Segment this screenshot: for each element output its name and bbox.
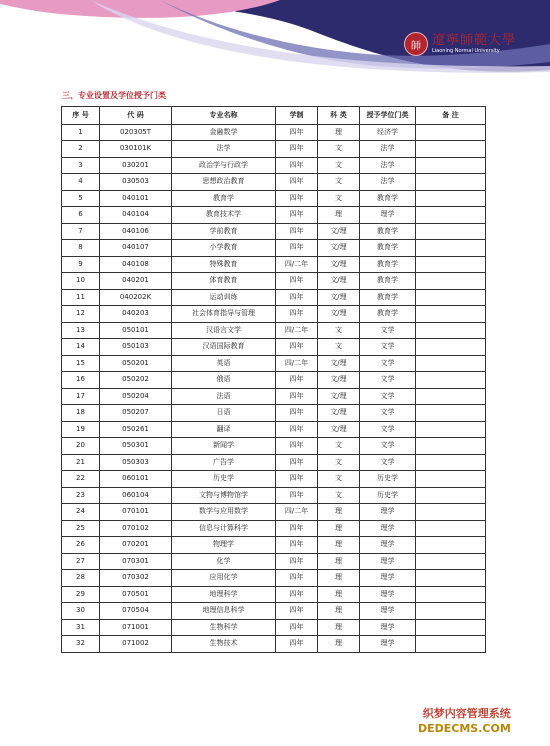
cell-remarks [416, 190, 486, 207]
cell-remarks [416, 570, 486, 587]
cell-category: 理 [318, 124, 360, 141]
table-row [62, 223, 486, 240]
table-row [62, 619, 486, 636]
cell-degree: 文学 [360, 405, 416, 422]
cell-degree: 理学 [360, 570, 416, 587]
cell-code: 030503 [100, 174, 172, 191]
cell-index: 28 [62, 570, 100, 587]
cell-duration: 四年 [276, 438, 318, 455]
cell-remarks [416, 603, 486, 620]
table-row [62, 421, 486, 438]
cell-code: 050101 [100, 322, 172, 339]
cell-category: 文/理 [318, 240, 360, 257]
table-row [62, 174, 486, 191]
cell-index: 12 [62, 306, 100, 323]
cell-code: 050202 [100, 372, 172, 389]
cell-category: 文/理 [318, 388, 360, 405]
cell-category: 文 [318, 141, 360, 158]
cell-degree: 理学 [360, 586, 416, 603]
cell-degree: 理学 [360, 553, 416, 570]
cell-degree: 文学 [360, 438, 416, 455]
cell-degree: 理学 [360, 537, 416, 554]
cell-degree: 理学 [360, 207, 416, 224]
cell-index: 6 [62, 207, 100, 224]
table-row [62, 355, 486, 372]
table-row [62, 471, 486, 488]
cell-duration: 四年 [276, 174, 318, 191]
university-logo [404, 32, 516, 56]
cell-category: 文/理 [318, 405, 360, 422]
cell-remarks [416, 487, 486, 504]
cell-remarks [416, 289, 486, 306]
cell-remarks [416, 207, 486, 224]
table-row [62, 141, 486, 158]
header-degree: 授予学位门类 [360, 107, 416, 125]
cell-category: 文 [318, 438, 360, 455]
cell-duration: 四年 [276, 586, 318, 603]
cell-remarks [416, 174, 486, 191]
cell-index: 20 [62, 438, 100, 455]
cell-degree: 教育学 [360, 223, 416, 240]
cell-code: 060104 [100, 487, 172, 504]
cell-code: 050207 [100, 405, 172, 422]
cell-code: 050301 [100, 438, 172, 455]
cell-major-name: 汉语国际教育 [172, 339, 276, 356]
cell-code: 050204 [100, 388, 172, 405]
table-header-row [62, 107, 486, 125]
watermark-line1: 织梦内容管理系统 [422, 707, 511, 720]
cell-major-name: 学前教育 [172, 223, 276, 240]
cell-duration: 四年 [276, 141, 318, 158]
cell-code: 040203 [100, 306, 172, 323]
cell-remarks [416, 240, 486, 257]
table-row [62, 553, 486, 570]
table-row [62, 256, 486, 273]
cell-remarks [416, 273, 486, 290]
cell-duration: 四年 [276, 223, 318, 240]
cell-major-name: 新闻学 [172, 438, 276, 455]
table-row [62, 636, 486, 653]
cell-duration: 四/二年 [276, 256, 318, 273]
cell-remarks [416, 256, 486, 273]
cell-category: 文 [318, 174, 360, 191]
cell-remarks [416, 619, 486, 636]
cell-index: 8 [62, 240, 100, 257]
cell-code: 070201 [100, 537, 172, 554]
cell-duration: 四年 [276, 124, 318, 141]
cell-major-name: 法语 [172, 388, 276, 405]
cell-code: 070101 [100, 504, 172, 521]
cell-degree: 文学 [360, 339, 416, 356]
cell-duration: 四年 [276, 537, 318, 554]
cell-duration: 四年 [276, 636, 318, 653]
cell-duration: 四年 [276, 339, 318, 356]
cell-degree: 教育学 [360, 306, 416, 323]
watermark-line2: DEDECMS.COM [418, 722, 511, 735]
cell-remarks [416, 553, 486, 570]
cell-major-name: 金融数学 [172, 124, 276, 141]
cell-index: 3 [62, 157, 100, 174]
logo-english-name: Liaoning Normal University [432, 47, 500, 54]
cell-category: 理 [318, 619, 360, 636]
cell-index: 16 [62, 372, 100, 389]
cell-remarks [416, 504, 486, 521]
cell-duration: 四年 [276, 619, 318, 636]
table-row [62, 273, 486, 290]
cell-major-name: 教育技术学 [172, 207, 276, 224]
cell-index: 4 [62, 174, 100, 191]
cell-category: 文/理 [318, 421, 360, 438]
cell-remarks [416, 388, 486, 405]
cell-index: 27 [62, 553, 100, 570]
cell-duration: 四/二年 [276, 504, 318, 521]
cell-code: 071002 [100, 636, 172, 653]
cell-degree: 历史学 [360, 487, 416, 504]
cell-degree: 教育学 [360, 273, 416, 290]
table-row [62, 322, 486, 339]
cell-duration: 四年 [276, 454, 318, 471]
cell-degree: 文学 [360, 388, 416, 405]
cell-code: 050201 [100, 355, 172, 372]
cell-remarks [416, 405, 486, 422]
header-major-name: 专业名称 [172, 107, 276, 125]
cell-major-name: 英语 [172, 355, 276, 372]
table-row [62, 570, 486, 587]
cell-major-name: 物理学 [172, 537, 276, 554]
cell-code: 040106 [100, 223, 172, 240]
header-duration: 学制 [276, 107, 318, 125]
cell-major-name: 体育教育 [172, 273, 276, 290]
cell-code: 050261 [100, 421, 172, 438]
cell-category: 文 [318, 322, 360, 339]
cell-major-name: 广告学 [172, 454, 276, 471]
cell-duration: 四/二年 [276, 322, 318, 339]
cell-index: 32 [62, 636, 100, 653]
cell-index: 11 [62, 289, 100, 306]
university-seal-icon: 師 [404, 32, 428, 56]
cell-major-name: 地理科学 [172, 586, 276, 603]
table-row [62, 207, 486, 224]
table-row [62, 586, 486, 603]
cell-major-name: 教育学 [172, 190, 276, 207]
cell-index: 1 [62, 124, 100, 141]
table-row [62, 157, 486, 174]
cell-major-name: 地理信息科学 [172, 603, 276, 620]
cell-category: 文 [318, 339, 360, 356]
cell-index: 14 [62, 339, 100, 356]
cell-code: 070301 [100, 553, 172, 570]
table-row [62, 190, 486, 207]
cell-remarks [416, 520, 486, 537]
table-row [62, 454, 486, 471]
cell-major-name: 信息与计算科学 [172, 520, 276, 537]
cell-degree: 教育学 [360, 190, 416, 207]
cell-code: 040107 [100, 240, 172, 257]
cell-category: 文/理 [318, 306, 360, 323]
header-index: 序 号 [62, 107, 100, 125]
cell-code: 040202K [100, 289, 172, 306]
table-row [62, 240, 486, 257]
cell-degree: 文学 [360, 454, 416, 471]
cell-remarks [416, 306, 486, 323]
cell-duration: 四年 [276, 553, 318, 570]
watermark [418, 707, 511, 737]
cell-remarks [416, 339, 486, 356]
cell-category: 文/理 [318, 372, 360, 389]
cell-remarks [416, 223, 486, 240]
table-row [62, 405, 486, 422]
table-row [62, 504, 486, 521]
cell-code: 050103 [100, 339, 172, 356]
cell-code: 060101 [100, 471, 172, 488]
cell-category: 理 [318, 520, 360, 537]
cell-degree: 教育学 [360, 289, 416, 306]
cell-major-name: 翻译 [172, 421, 276, 438]
table-row [62, 289, 486, 306]
cell-duration: 四年 [276, 570, 318, 587]
cell-code: 071001 [100, 619, 172, 636]
cell-category: 文/理 [318, 355, 360, 372]
cell-remarks [416, 421, 486, 438]
cell-degree: 历史学 [360, 471, 416, 488]
cell-duration: 四年 [276, 471, 318, 488]
cell-degree: 理学 [360, 619, 416, 636]
cell-degree: 理学 [360, 520, 416, 537]
cell-category: 文 [318, 190, 360, 207]
table-row [62, 537, 486, 554]
cell-duration: 四年 [276, 603, 318, 620]
cell-major-name: 社会体育指导与管理 [172, 306, 276, 323]
cell-major-name: 应用化学 [172, 570, 276, 587]
cell-index: 29 [62, 586, 100, 603]
cell-category: 文 [318, 487, 360, 504]
cell-degree: 法学 [360, 141, 416, 158]
cell-degree: 文学 [360, 421, 416, 438]
cell-major-name: 俄语 [172, 372, 276, 389]
section-title: 三、专业设置及学位授予门类 [62, 91, 166, 100]
cell-index: 25 [62, 520, 100, 537]
table-row [62, 520, 486, 537]
header-category: 科 类 [318, 107, 360, 125]
cell-category: 理 [318, 636, 360, 653]
cell-degree: 理学 [360, 636, 416, 653]
cell-index: 2 [62, 141, 100, 158]
cell-duration: 四年 [276, 289, 318, 306]
cell-remarks [416, 454, 486, 471]
cell-degree: 文学 [360, 355, 416, 372]
cell-degree: 法学 [360, 157, 416, 174]
cell-index: 22 [62, 471, 100, 488]
cell-major-name: 日语 [172, 405, 276, 422]
cell-remarks [416, 124, 486, 141]
cell-duration: 四年 [276, 372, 318, 389]
cell-major-name: 法学 [172, 141, 276, 158]
cell-code: 030101K [100, 141, 172, 158]
cell-code: 040108 [100, 256, 172, 273]
logo-text [432, 34, 516, 55]
cell-duration: 四年 [276, 487, 318, 504]
cell-major-name: 特殊教育 [172, 256, 276, 273]
table-row [62, 339, 486, 356]
cell-major-name: 思想政治教育 [172, 174, 276, 191]
cell-major-name: 生物科学 [172, 619, 276, 636]
cell-duration: 四年 [276, 157, 318, 174]
table-row [62, 487, 486, 504]
cell-major-name: 数学与应用数学 [172, 504, 276, 521]
header-code: 代 码 [100, 107, 172, 125]
cell-category: 文 [318, 157, 360, 174]
cell-major-name: 化学 [172, 553, 276, 570]
cell-duration: 四年 [276, 306, 318, 323]
cell-code: 070504 [100, 603, 172, 620]
cell-category: 理 [318, 553, 360, 570]
cell-duration: 四年 [276, 240, 318, 257]
cell-duration: 四年 [276, 388, 318, 405]
cell-remarks [416, 157, 486, 174]
cell-degree: 法学 [360, 174, 416, 191]
cell-duration: 四年 [276, 421, 318, 438]
cell-major-name: 运动训练 [172, 289, 276, 306]
table-row [62, 438, 486, 455]
cell-code: 030201 [100, 157, 172, 174]
cell-category: 文/理 [318, 256, 360, 273]
cell-duration: 四年 [276, 273, 318, 290]
cell-degree: 理学 [360, 504, 416, 521]
cell-index: 9 [62, 256, 100, 273]
table-row [62, 372, 486, 389]
table-row [62, 603, 486, 620]
cell-remarks [416, 355, 486, 372]
cell-category: 理 [318, 586, 360, 603]
cell-category: 理 [318, 603, 360, 620]
cell-major-name: 文物与博物馆学 [172, 487, 276, 504]
cell-duration: 四年 [276, 520, 318, 537]
cell-index: 23 [62, 487, 100, 504]
cell-major-name: 历史学 [172, 471, 276, 488]
cell-category: 文/理 [318, 273, 360, 290]
cell-degree: 教育学 [360, 240, 416, 257]
cell-index: 31 [62, 619, 100, 636]
cell-major-name: 生物技术 [172, 636, 276, 653]
cell-major-name: 政治学与行政学 [172, 157, 276, 174]
cell-duration: 四年 [276, 207, 318, 224]
cell-index: 26 [62, 537, 100, 554]
cell-index: 30 [62, 603, 100, 620]
cell-category: 文/理 [318, 223, 360, 240]
cell-index: 21 [62, 454, 100, 471]
cell-remarks [416, 322, 486, 339]
cell-index: 15 [62, 355, 100, 372]
cell-remarks [416, 586, 486, 603]
logo-chinese-name: 遼寧師範大學 [432, 32, 517, 48]
cell-degree: 文学 [360, 372, 416, 389]
cell-remarks [416, 141, 486, 158]
table-row [62, 388, 486, 405]
cell-index: 5 [62, 190, 100, 207]
cell-category: 理 [318, 570, 360, 587]
cell-code: 040201 [100, 273, 172, 290]
cell-degree: 经济学 [360, 124, 416, 141]
cell-duration: 四年 [276, 190, 318, 207]
cell-index: 19 [62, 421, 100, 438]
header-remarks: 备 注 [416, 107, 486, 125]
cell-category: 理 [318, 537, 360, 554]
cell-index: 7 [62, 223, 100, 240]
cell-category: 理 [318, 504, 360, 521]
cell-remarks [416, 438, 486, 455]
cell-remarks [416, 636, 486, 653]
cell-remarks [416, 471, 486, 488]
cell-category: 文 [318, 471, 360, 488]
table-body [62, 124, 486, 652]
cell-degree: 教育学 [360, 256, 416, 273]
cell-degree: 文学 [360, 322, 416, 339]
cell-category: 理 [318, 207, 360, 224]
cell-index: 24 [62, 504, 100, 521]
table-row [62, 124, 486, 141]
cell-code: 070501 [100, 586, 172, 603]
cell-code: 050303 [100, 454, 172, 471]
table-row [62, 306, 486, 323]
cell-code: 070302 [100, 570, 172, 587]
cell-remarks [416, 372, 486, 389]
cell-duration: 四年 [276, 405, 318, 422]
cell-code: 070102 [100, 520, 172, 537]
cell-major-name: 汉语言文学 [172, 322, 276, 339]
cell-category: 文/理 [318, 289, 360, 306]
cell-code: 040101 [100, 190, 172, 207]
cell-index: 18 [62, 405, 100, 422]
cell-index: 17 [62, 388, 100, 405]
cell-code: 020305T [100, 124, 172, 141]
cell-category: 文 [318, 454, 360, 471]
cell-degree: 理学 [360, 603, 416, 620]
cell-remarks [416, 537, 486, 554]
cell-index: 13 [62, 322, 100, 339]
majors-table [61, 106, 486, 653]
cell-major-name: 小学教育 [172, 240, 276, 257]
cell-duration: 四/二年 [276, 355, 318, 372]
cell-code: 040104 [100, 207, 172, 224]
cell-index: 10 [62, 273, 100, 290]
